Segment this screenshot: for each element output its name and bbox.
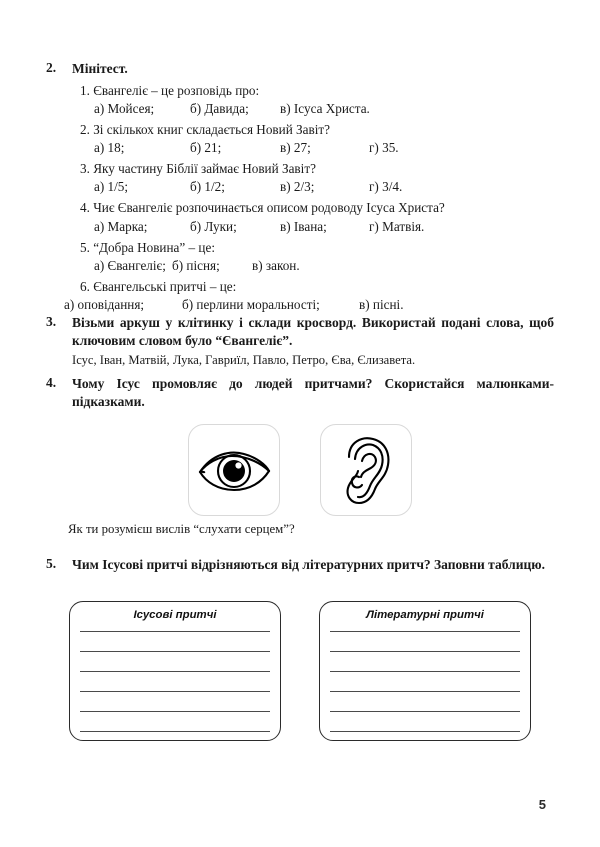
minitest-question-6-prompt: 6. Євангельські притчі – це: xyxy=(80,278,237,294)
option-a[interactable]: а) Євангеліє; xyxy=(94,257,166,273)
option-v[interactable]: в) Івана; xyxy=(280,218,327,234)
exercise-5-number: 5. xyxy=(46,556,57,571)
writing-line[interactable] xyxy=(330,671,520,672)
writing-line[interactable] xyxy=(330,711,520,712)
minitest-question-3-options xyxy=(72,180,554,195)
exercise-5-title: Чим Ісусові притчі відрізняються від літературних притч? Заповни таблицю. xyxy=(72,557,545,572)
minitest-question-5-prompt: 5. “Добра Новина” – це: xyxy=(80,239,216,255)
option-b[interactable]: б) 21; xyxy=(190,140,222,156)
option-g[interactable]: г) 35. xyxy=(369,140,399,156)
option-b[interactable]: б) 1/2; xyxy=(190,179,225,195)
minitest-question-4-options xyxy=(72,220,554,235)
option-a[interactable]: а) оповідання; xyxy=(64,297,145,313)
exercise-4-followup: Як ти розумієш вислів “слухати серцем”? xyxy=(68,522,295,536)
exercise-3-title: Візьми аркуш у клітинку і склади кросворд. Використай подані слова, щоб ключовим словом було “Євангеліє”. xyxy=(72,315,554,348)
ear-icon xyxy=(335,433,397,507)
exercise-3-wordlist: Ісус, Іван, Матвій, Лука, Гавриїл, Павло, Петро, Єва, Єлизавета. xyxy=(72,352,416,367)
minitest-question-5-options xyxy=(72,259,554,274)
eye-icon xyxy=(196,442,272,498)
minitest-question-2-prompt: 2. Зі скількох книг складається Новий Завіт? xyxy=(80,122,331,138)
writing-line[interactable] xyxy=(330,691,520,692)
minitest-question-2-options xyxy=(72,141,554,156)
minitest-question-6-options xyxy=(64,298,554,313)
exercise-2-number: 2. xyxy=(46,60,57,75)
option-a[interactable]: а) 1/5; xyxy=(94,179,129,195)
exercise-3-number: 3. xyxy=(46,314,57,329)
writing-lines[interactable] xyxy=(330,631,520,732)
option-b[interactable]: б) перлини моральності; xyxy=(182,297,320,313)
option-v[interactable]: в) 27; xyxy=(280,140,311,156)
writing-line[interactable] xyxy=(80,671,270,672)
exercise-3-body xyxy=(72,314,554,368)
table-column-literary-parables[interactable] xyxy=(319,601,531,741)
option-v[interactable]: в) 2/3; xyxy=(280,179,315,195)
exercise-2-body xyxy=(64,60,554,313)
option-b[interactable]: б) пісня; xyxy=(172,257,220,273)
writing-line[interactable] xyxy=(80,711,270,712)
writing-line[interactable] xyxy=(80,651,270,652)
option-a[interactable]: а) Марка; xyxy=(94,218,148,234)
option-g[interactable]: г) 3/4. xyxy=(369,179,403,195)
exercise-4 xyxy=(46,375,554,411)
writing-line[interactable] xyxy=(330,731,520,732)
minitest-question-1-options xyxy=(72,102,554,117)
ear-icon-card xyxy=(320,424,412,516)
minitest-questions xyxy=(64,82,554,313)
option-a[interactable]: а) Мойсея; xyxy=(94,101,155,117)
exercise-3 xyxy=(46,314,554,368)
exercise-5 xyxy=(46,556,554,574)
option-a[interactable]: а) 18; xyxy=(94,140,125,156)
option-b[interactable]: б) Луки; xyxy=(190,218,237,234)
comparison-table xyxy=(0,601,600,741)
writing-line[interactable] xyxy=(330,631,520,632)
eye-icon-card xyxy=(188,424,280,516)
option-v[interactable]: в) Ісуса Христа. xyxy=(280,101,370,117)
option-g[interactable]: г) Матвія. xyxy=(369,218,425,234)
page-number: 5 xyxy=(538,797,546,812)
exercise-2-title: Мінітест. xyxy=(72,61,128,76)
exercise-5-body xyxy=(72,556,554,574)
exercise-4-number: 4. xyxy=(46,375,57,390)
writing-line[interactable] xyxy=(80,691,270,692)
writing-lines[interactable] xyxy=(80,631,270,732)
table-column-header: Літературні притчі xyxy=(366,609,484,621)
table-column-header: Ісусові притчі xyxy=(133,609,217,621)
minitest-question-1-prompt: 1. Євангеліє – це розповідь про: xyxy=(80,82,260,98)
option-v[interactable]: в) пісні. xyxy=(359,297,404,313)
exercise-2 xyxy=(46,60,554,313)
minitest-question-4-prompt: 4. Чиє Євангеліє розпочинається описом родоводу Ісуса Христа? xyxy=(80,200,445,216)
writing-line[interactable] xyxy=(330,651,520,652)
writing-line[interactable] xyxy=(80,731,270,732)
table-column-jesus-parables[interactable] xyxy=(69,601,281,741)
option-v[interactable]: в) закон. xyxy=(252,257,300,273)
exercise-4-body xyxy=(72,375,554,411)
writing-line[interactable] xyxy=(80,631,270,632)
option-b[interactable]: б) Давида; xyxy=(190,101,249,117)
exercise-4-pictograms xyxy=(0,424,600,516)
exercise-4-title: Чому Ісус промовляє до людей притчами? Скористайся малюнками-підказками. xyxy=(72,376,554,409)
minitest-question-3-prompt: 3. Яку частину Біблії займає Новий Завіт? xyxy=(80,161,316,177)
